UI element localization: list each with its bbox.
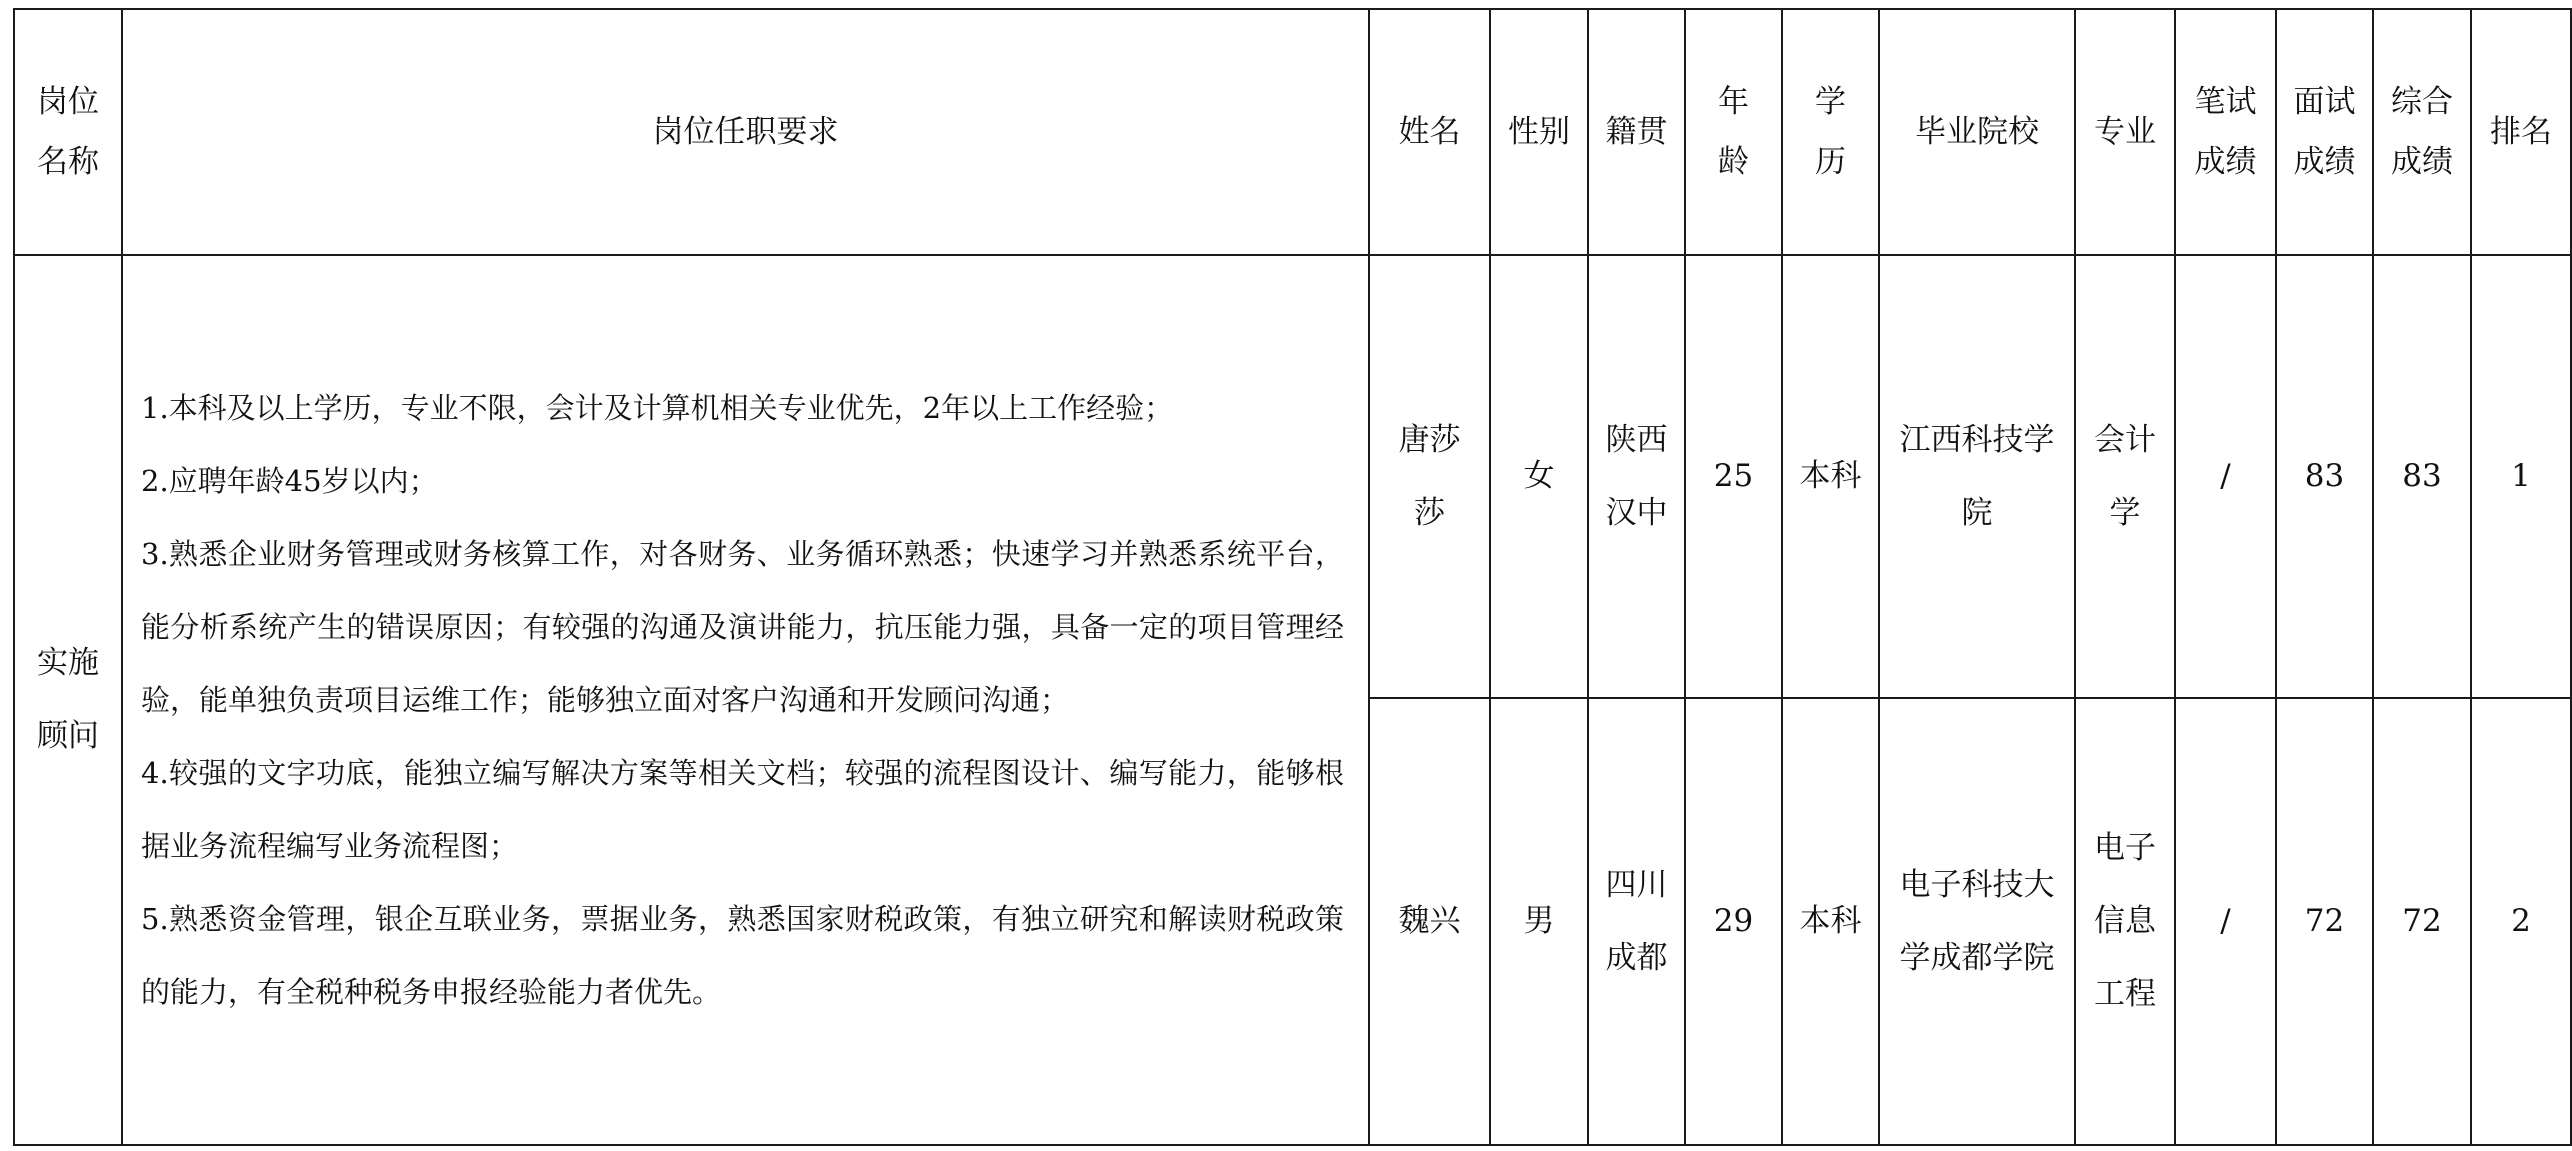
position-name-cell (14, 255, 122, 1145)
candidate-total-score-cell (2373, 255, 2471, 698)
candidate-name: 唐莎 莎 (1398, 421, 1461, 531)
header-requirements (122, 9, 1369, 255)
requirements-cell (122, 255, 1369, 1145)
candidate-school-cell (1879, 698, 2075, 1145)
candidate-education-cell (1782, 255, 1879, 698)
header-position-name (14, 9, 122, 255)
candidate-interview-score: 83 (2304, 458, 2345, 494)
header-written-score-text: 笔试 成绩 (2194, 84, 2257, 180)
header-name (1369, 9, 1490, 255)
candidate-rank-cell (2471, 255, 2571, 698)
candidate-name-cell (1369, 255, 1490, 698)
header-rank (2471, 9, 2571, 255)
header-gender-text: 性别 (1508, 114, 1570, 150)
candidate-hometown: 陕西 汉中 (1605, 421, 1668, 531)
header-age-text: 年 龄 (1718, 84, 1749, 180)
candidate-gender: 女 (1523, 458, 1555, 494)
candidate-gender-cell (1490, 255, 1588, 698)
candidate-education-cell (1782, 698, 1879, 1145)
header-interview-score (2276, 9, 2373, 255)
header-rank-text: 排名 (2490, 114, 2552, 150)
requirement-item: 3.熟悉企业财务管理或财务核算工作，对各财务、业务循环熟悉；快速学习并熟悉系统平台，能分析系统产生的错误原因；有较强的沟通及演讲能力，抗压能力强，具备一定的项目管理经验，能单独负责项目运维工作；能够独立面对客户沟通和开发顾问沟通； (141, 536, 1344, 717)
header-requirements-text: 岗位任职要求 (652, 114, 839, 150)
candidate-name-cell (1369, 698, 1490, 1145)
header-school (1879, 9, 2075, 255)
candidate-interview-score-cell (2276, 255, 2373, 698)
header-major-text: 专业 (2094, 114, 2156, 150)
table-row (14, 255, 2571, 698)
header-education-text: 学 历 (1815, 84, 1846, 180)
header-total-score-text: 综合 成绩 (2391, 84, 2453, 180)
candidate-education: 本科 (1799, 903, 1862, 939)
candidate-hometown: 四川 成都 (1605, 866, 1668, 976)
requirement-item: 2.应聘年龄45岁以内； (141, 463, 438, 498)
header-position-name-text: 岗位 名称 (37, 84, 99, 180)
header-major (2075, 9, 2175, 255)
position-name: 实施 顾问 (37, 645, 99, 754)
candidate-interview-score-cell (2276, 698, 2373, 1145)
candidate-age: 29 (1713, 903, 1754, 939)
candidate-hometown-cell (1588, 255, 1685, 698)
header-age (1685, 9, 1782, 255)
candidate-rank: 1 (2511, 458, 2531, 494)
requirement-item: 5.熟悉资金管理，银企互联业务，票据业务，熟悉国家财税政策，有独立研究和解读财税政策的能力，有全税种税务申报经验能力者优先。 (141, 901, 1344, 1009)
requirement-item: 4.较强的文字功底，能独立编写解决方案等相关文档；较强的流程图设计、编写能力，能够根据业务流程编写业务流程图； (141, 755, 1344, 863)
candidate-gender-cell (1490, 698, 1588, 1145)
candidate-education: 本科 (1799, 458, 1862, 494)
header-name-text: 姓名 (1398, 114, 1461, 150)
candidate-written-score: / (2220, 903, 2231, 939)
candidate-rank-cell (2471, 698, 2571, 1145)
candidate-age-cell (1685, 255, 1782, 698)
candidate-major: 电子 信息 工程 (2094, 830, 2156, 1012)
candidate-gender: 男 (1523, 903, 1555, 939)
candidate-major-cell (2075, 698, 2175, 1145)
candidate-interview-score: 72 (2304, 903, 2345, 939)
header-hometown (1588, 9, 1685, 255)
candidate-total-score: 72 (2402, 903, 2442, 939)
header-hometown-text: 籍贯 (1605, 114, 1668, 150)
candidate-name: 魏兴 (1398, 903, 1461, 939)
candidate-written-score-cell (2175, 255, 2276, 698)
header-total-score (2373, 9, 2471, 255)
candidate-total-score-cell (2373, 698, 2471, 1145)
header-school-text: 毕业院校 (1915, 114, 2039, 150)
candidate-major: 会计 学 (2094, 421, 2156, 531)
candidate-rank: 2 (2511, 903, 2531, 939)
requirement-item: 1.本科及以上学历，专业不限，会计及计算机相关专业优先，2年以上工作经验； (141, 390, 1174, 425)
candidate-written-score: / (2220, 458, 2231, 494)
candidate-age-cell (1685, 698, 1782, 1145)
header-written-score (2175, 9, 2276, 255)
candidate-hometown-cell (1588, 698, 1685, 1145)
candidate-written-score-cell (2175, 698, 2276, 1145)
candidate-total-score: 83 (2402, 458, 2442, 494)
candidate-school: 江西科技学 院 (1899, 421, 2055, 531)
candidate-major-cell (2075, 255, 2175, 698)
candidate-school-cell (1879, 255, 2075, 698)
candidate-age: 25 (1713, 458, 1754, 494)
header-gender (1490, 9, 1588, 255)
header-interview-score-text: 面试 成绩 (2293, 84, 2356, 180)
header-row (14, 9, 2571, 255)
candidate-table (13, 8, 2572, 1146)
candidate-school: 电子科技大 学成都学院 (1899, 866, 2055, 976)
header-education (1782, 9, 1879, 255)
